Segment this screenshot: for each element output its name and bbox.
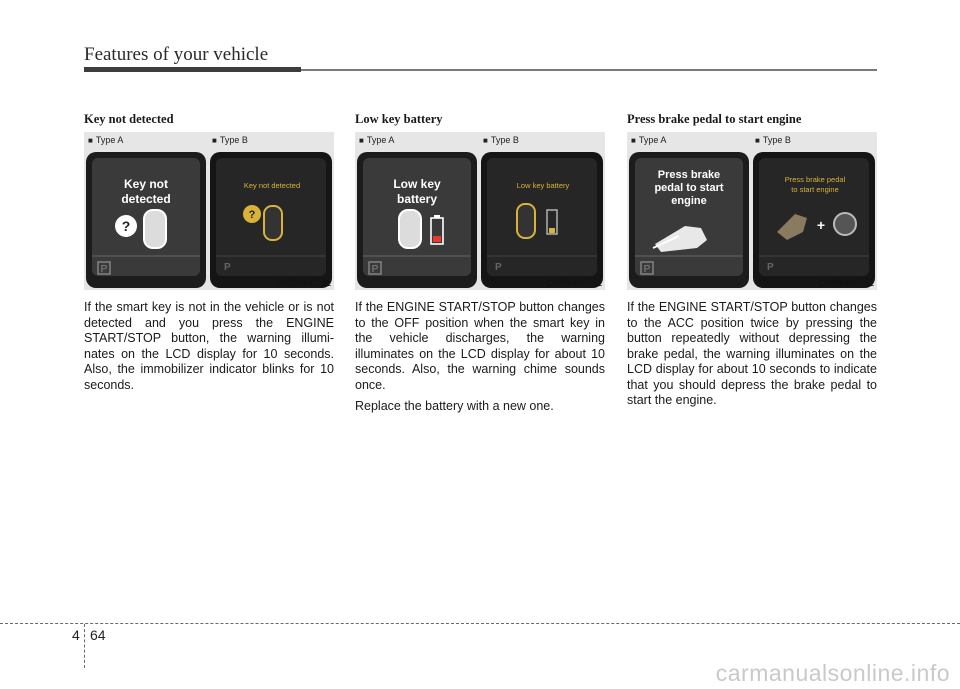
paragraph: Replace the battery with a new one. [355, 399, 554, 413]
display-b-line-1: Key not detected [243, 181, 301, 190]
display-b-line-1: Low key battery [516, 181, 570, 190]
page-number: 64 [90, 627, 106, 643]
section-title: Press brake pedal to start engine [627, 112, 802, 126]
footer-divider [84, 624, 85, 668]
smart-key-icon-b [264, 206, 282, 240]
display-a-line-2: battery [396, 192, 438, 206]
page-header-title: Features of your vehicle [84, 44, 269, 65]
display-b-line-1: Press brake pedal [784, 175, 846, 184]
display-a-line-1: Press brake [657, 169, 721, 181]
svg-text:+: + [816, 217, 826, 233]
svg-text:P: P [643, 264, 651, 275]
display-a-line-2: pedal to start [654, 182, 724, 194]
start-button-icon [834, 213, 856, 235]
section-low-key-battery [355, 112, 605, 415]
svg-text:P: P [371, 264, 379, 275]
header-rule-dark [84, 67, 301, 72]
svg-text:P: P [100, 264, 108, 275]
cluster-display-illustration [84, 148, 334, 290]
svg-text:P: P [224, 262, 231, 273]
type-b-label: ■ Type B [755, 135, 791, 145]
svg-text:?: ? [248, 209, 256, 221]
chapter-number: 4 [72, 627, 80, 643]
figure-code: OHG040076L [818, 278, 874, 288]
smart-key-icon [144, 210, 166, 248]
display-b-line-2: to start engine [791, 185, 839, 194]
type-b-label: ■ Type B [212, 135, 248, 145]
cluster-display-illustration [627, 148, 877, 290]
figure-code: OHG040075L [546, 278, 602, 288]
svg-text:?: ? [121, 218, 131, 234]
smart-key-icon [399, 210, 421, 248]
display-a-line-3: engine [671, 195, 707, 207]
svg-text:P: P [767, 262, 774, 273]
figure-low-key-battery [355, 132, 605, 290]
header-rule-light [301, 69, 877, 71]
type-a-label: ■ Type A [631, 135, 667, 145]
type-a-label: ■ Type A [88, 135, 124, 145]
section-press-brake-pedal [627, 112, 877, 409]
type-b-label: ■ Type B [483, 135, 519, 145]
section-title: Key not detected [84, 112, 174, 126]
display-a-line-2: detected [121, 192, 171, 206]
type-a-label: ■ Type A [359, 135, 395, 145]
display-a-line-1: Key not [123, 177, 169, 191]
footer-rule [0, 623, 960, 624]
section-title: Low key battery [355, 112, 443, 126]
figure-code: OHG040073L [275, 278, 331, 288]
smart-key-icon-b [517, 204, 535, 238]
section-key-not-detected [84, 112, 334, 393]
cluster-display-illustration [355, 148, 605, 290]
paragraph: If the smart key is not in the vehicle or is not detected and you press the ENGINE START/STOP button, the warning illumi-nates on the LCD display for 10 seconds. Also, the immobilizer indicator blinks for 10 seconds. [84, 300, 334, 392]
watermark: carmanualsonline.info [715, 660, 950, 686]
paragraph: If the ENGINE START/STOP button changes to the OFF position when the smart key in the vehicle discharges, the warning illuminates on the LCD display for about 10 seconds. Also, the warning chime sounds once. [355, 300, 605, 392]
svg-text:P: P [495, 262, 502, 273]
figure-key-not-detected [84, 132, 334, 290]
paragraph: If the ENGINE START/STOP button changes to the ACC position twice by pressing the button repeatedly without depressing the brake pedal, the warning illuminates on the LCD display for about 10 seconds to indicate that you should depress the brake pedal to start the engine. [627, 300, 877, 407]
figure-press-brake-pedal [627, 132, 877, 290]
display-a-line-1: Low key [393, 177, 441, 191]
